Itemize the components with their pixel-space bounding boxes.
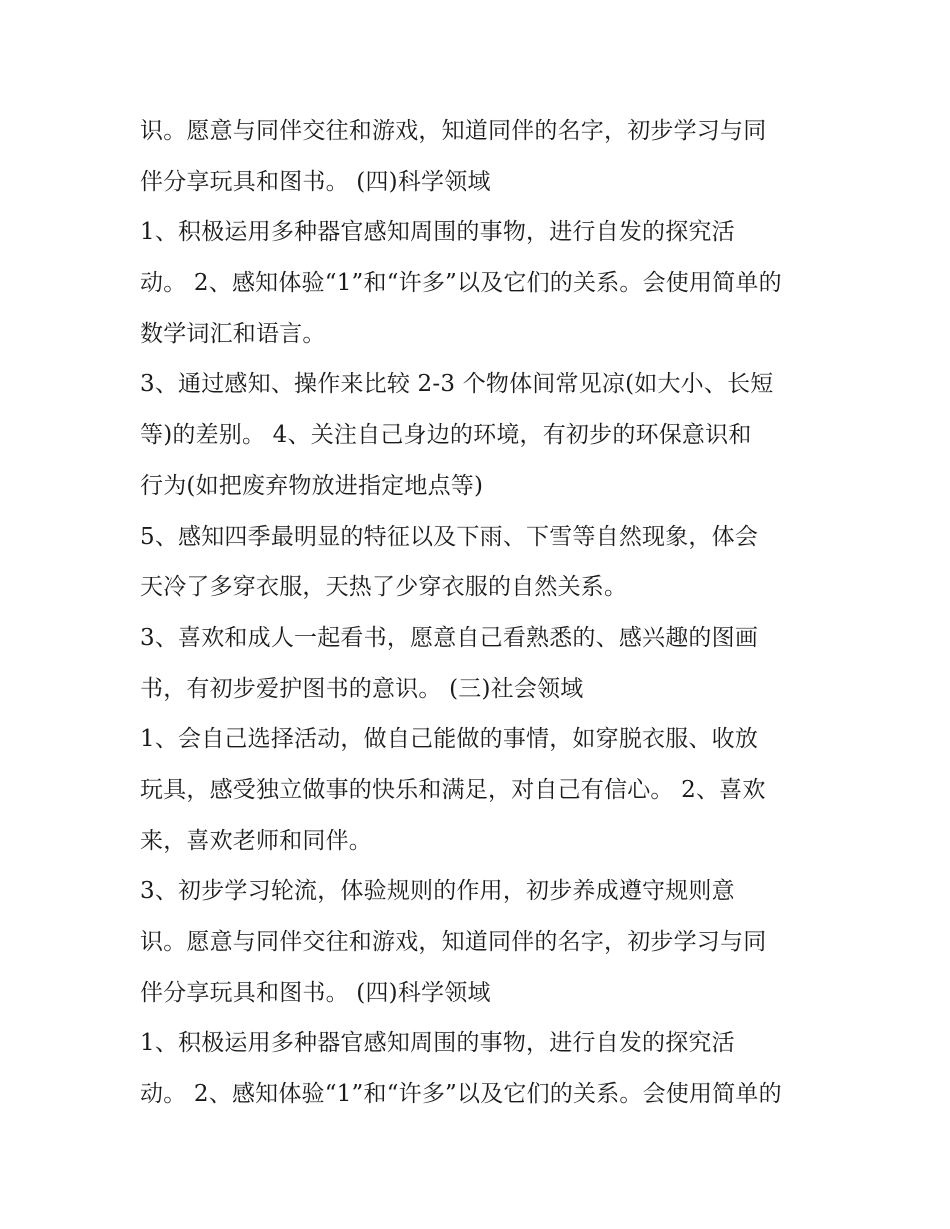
text-line: 动。 2、感知体验“1”和“许多”以及它们的关系。会使用简单的 [140,270,782,297]
text-line: 3、通过感知、操作来比较 2-3 个物体间常见凉(如大小、长短 [140,371,774,398]
document-body [140,106,820,1120]
text-line: 数学词汇和语言。 [140,320,326,347]
text-line: 识。愿意与同伴交往和游戏，知道同伴的名字，初步学习与同 [140,118,767,144]
text-line: 来，喜欢老师和同伴。 [140,827,372,854]
text-line: 伴分享玩具和图书。 (四)科学领域 [140,979,491,1006]
text-line: 玩具，感受独立做事的快乐和满足，对自己有信心。 2、喜欢 [140,776,766,803]
text-line: 等)的差别。 4、关注自己身边的环境，有初步的环保意识和 [140,422,752,449]
text-line: 1、积极运用多种器官感知周围的事物，进行自发的探究活 [140,219,735,246]
text-line: 伴分享玩具和图书。 (四)科学领域 [140,168,491,195]
text-line: 3、喜欢和成人一起看书，愿意自己看熟悉的、感兴趣的图画 [140,624,759,651]
text-line: 1、会自己选择活动，做自己能做的事情，如穿脱衣服、收放 [140,726,759,753]
text-line: 动。 2、感知体验“1”和“许多”以及它们的关系。会使用简单的 [140,1081,782,1108]
text-line: 行为(如把废弃物放进指定地点等) [140,472,484,499]
text-line: 识。愿意与同伴交往和游戏，知道同伴的名字，初步学习与同 [140,929,767,955]
text-line: 5、感知四季最明显的特征以及下雨、下雪等自然现象，体会 [140,523,759,550]
text-line: 3、初步学习轮流，体验规则的作用，初步养成遵守规则意 [140,878,735,905]
text-line: 1、积极运用多种器官感知周围的事物，进行自发的探究活 [140,1030,735,1057]
text-line: 书，有初步爱护图书的意识。 (三)社会领域 [140,675,584,702]
text-line: 天冷了多穿衣服，天热了少穿衣服的自然关系。 [140,574,628,601]
